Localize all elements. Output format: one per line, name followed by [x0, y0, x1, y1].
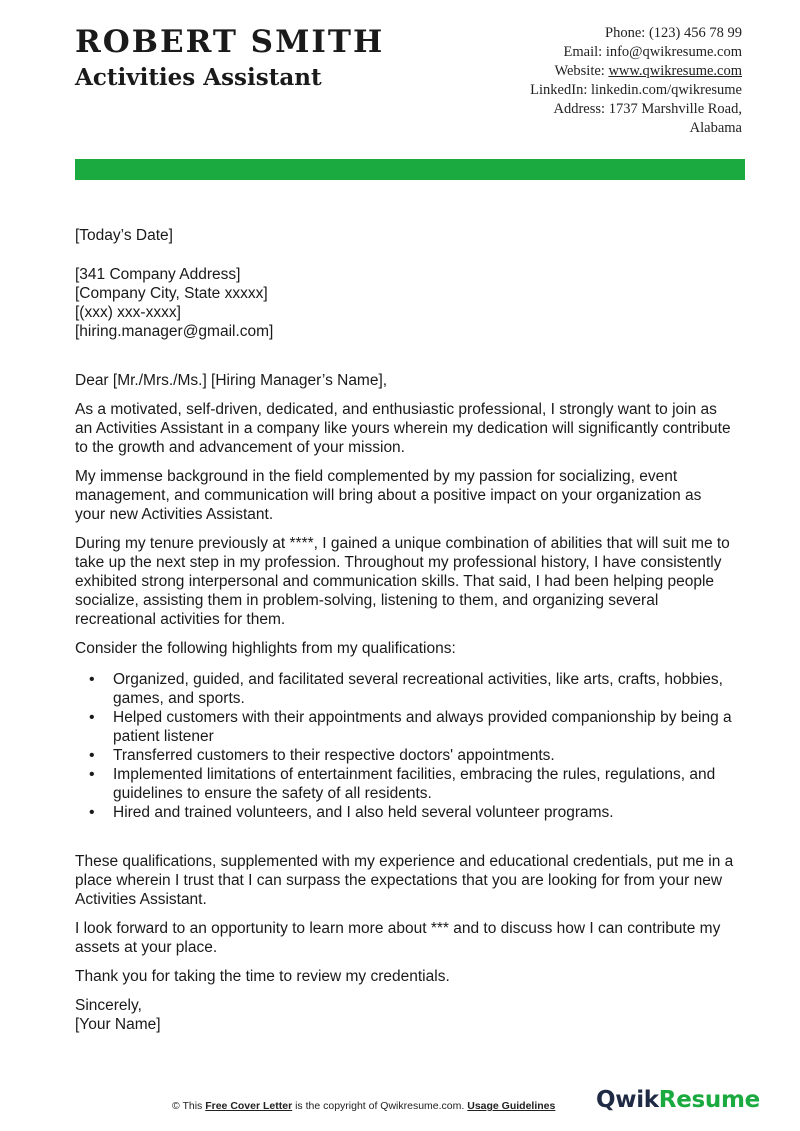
list-item: • Implemented limitations of entertainment facilities, embracing the rules, regulations, and guidelines to ensure the safety of all residents. [113, 765, 735, 803]
salutation: Dear [Mr./Mrs./Ms.] [Hiring Manager’s Name], [75, 372, 388, 389]
logo-text-qwik: Qwik [596, 1087, 659, 1113]
contact-linkedin [530, 81, 742, 100]
signature-name: [Your Name] [75, 1016, 161, 1033]
candidate-name: ROBERT SMITH [75, 24, 385, 60]
contact-block [530, 24, 742, 138]
logo-text-resume: Resume [658, 1087, 760, 1113]
paragraph-background: My immense background in the field complemented by my passion for socializing, event management, and communication will bring about a positive impact on your organization as your new Activities Assistant. [75, 468, 702, 523]
paragraph-highlights-intro: Consider the following highlights from my qualifications: [75, 640, 456, 657]
linkedin-value[interactable]: linkedin.com/qwikresume [590, 82, 742, 98]
contact-address [530, 100, 742, 119]
website-link[interactable]: www.qwikresume.com [608, 63, 742, 79]
list-item: • Organized, guided, and facilitated several recreational activities, like arts, crafts, hobbies, games, and sports. [113, 670, 735, 708]
copyright-note [172, 1100, 555, 1112]
page-footer [0, 1087, 800, 1125]
contact-phone [530, 24, 742, 43]
qwikresume-logo[interactable] [596, 1087, 760, 1113]
address-line: [(xxx) xxx-xxxx] [75, 304, 181, 321]
free-cover-letter-link[interactable]: Free Cover Letter [205, 1100, 293, 1112]
qualifications-list [75, 670, 735, 822]
phone-value: (123) 456 78 99 [648, 25, 742, 41]
linkedin-label: LinkedIn: [530, 82, 588, 98]
address-line: [hiring.manager@gmail.com] [75, 323, 274, 340]
address-line: [341 Company Address] [75, 266, 241, 283]
contact-website [530, 62, 742, 81]
usage-guidelines-link[interactable]: Usage Guidelines [467, 1100, 556, 1112]
paragraph-qualifications-summary: These qualifications, supplemented with my experience and educational credentials, put me in a place wherein I trust that I can surpass the expectations that you are looking for from your new Activities Assistant. [75, 853, 734, 908]
copyright-middle: is the copyright of Qwikresume.com. [292, 1100, 468, 1112]
list-item: • Hired and trained volunteers, and I also held several volunteer programs. [113, 803, 735, 822]
accent-divider-bar [75, 159, 745, 180]
resume-header [75, 24, 742, 134]
paragraph-look-forward: I look forward to an opportunity to learn more about *** and to discuss how I can contribute my assets at your place. [75, 920, 721, 956]
address-line2: Alabama [689, 120, 742, 136]
address-line: [Company City, State xxxxx] [75, 285, 268, 302]
letter-body [75, 226, 735, 1034]
paragraph-intro: As a motivated, self-driven, dedicated, and enthusiastic professional, I strongly want to join as an Activities Assistant in a company like yours wherein my dedication will significantly contribute to the growth and advancement of your mission. [75, 401, 731, 456]
job-title: Activities Assistant [75, 64, 322, 91]
closing: Sincerely, [75, 997, 142, 1014]
list-item: • Transferred customers to their respective doctors' appointments. [113, 746, 735, 765]
address-label: Address: [553, 101, 606, 117]
email-value[interactable]: info@qwikresume.com [605, 44, 742, 60]
website-label: Website: [554, 63, 605, 79]
letter-date: [Today’s Date] [75, 227, 173, 244]
company-address-block [75, 265, 735, 341]
list-item: • Helped customers with their appointments and always provided companionship by being a patient listener [113, 708, 735, 746]
address-line1: 1737 Marshville Road, [608, 101, 742, 117]
contact-email [530, 43, 742, 62]
paragraph-thanks: Thank you for taking the time to review my credentials. [75, 968, 450, 985]
phone-label: Phone: [605, 25, 646, 41]
paragraph-experience: During my tenure previously at ****, I gained a unique combination of abilities that will suit me to take up the next step in my profession. Throughout my professional history, I have consistently exhibited strong interpersonal and communication skills. That said, I had been helping people socialize, assisting them in problem-solving, listening to them, and organizing several recreational activities for them. [75, 535, 730, 628]
email-label: Email: [563, 44, 603, 60]
copyright-prefix: © This [172, 1100, 206, 1112]
